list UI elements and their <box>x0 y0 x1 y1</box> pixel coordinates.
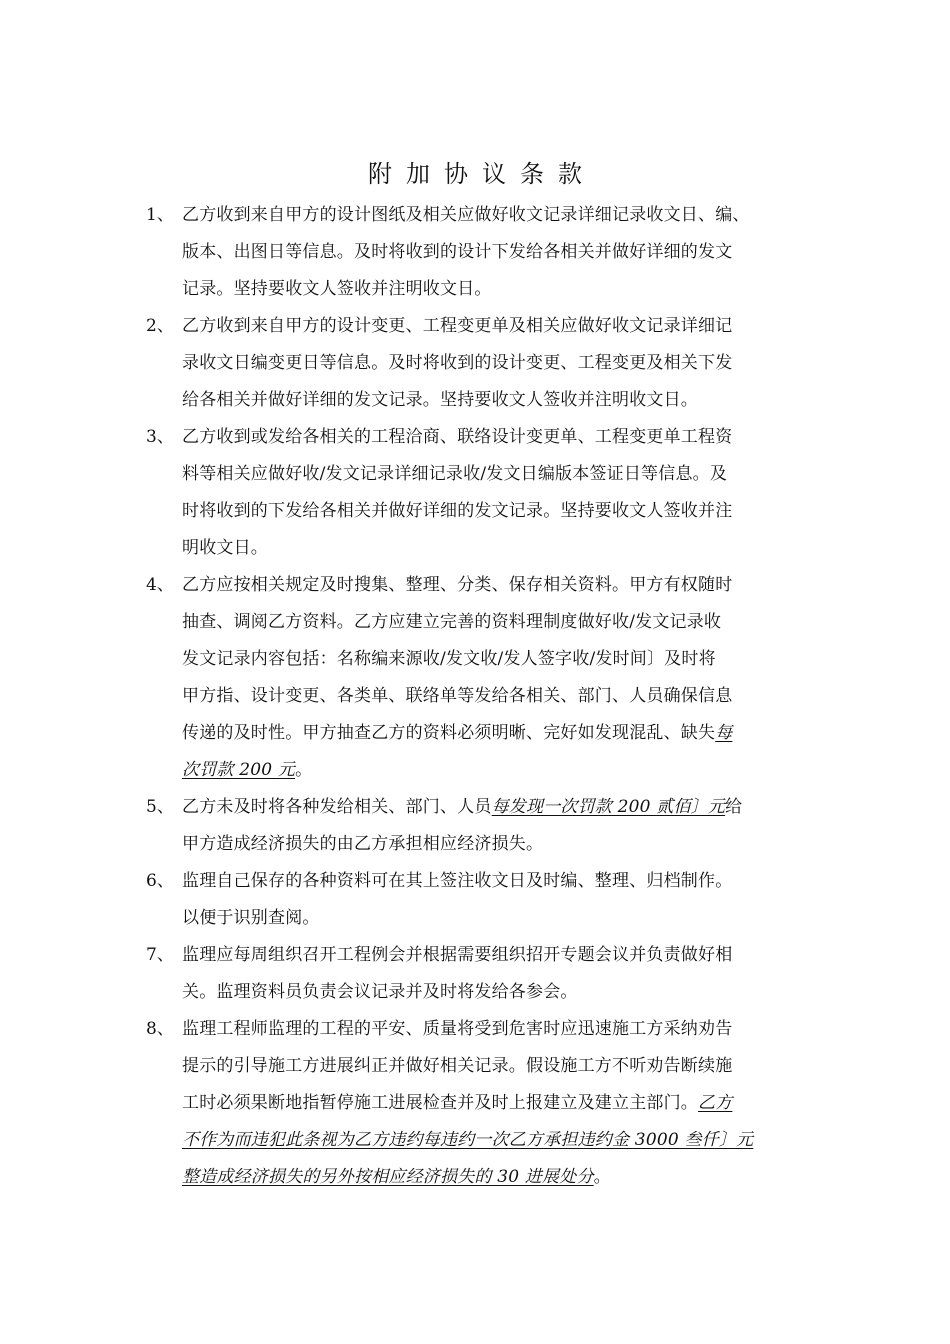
penalty-text: 次罚款 200 元 <box>182 760 296 780</box>
clause-text: 给各相关并做好详细的发文记录。坚持要收文人签收并注明收文日。 <box>182 390 698 410</box>
clause-text: 版本、出图日等信息。及时将收到的设计下发给各相关并做好详细的发文 <box>182 242 733 262</box>
clause-text: 抽查、调阅乙方资料。乙方应建立完善的资料理制度做好收/发文记录收 <box>182 612 722 632</box>
clause-text: 乙方未及时将各种发给相关、部门、人员 <box>182 797 492 817</box>
clause-number: 6、 <box>146 871 174 891</box>
clause-text: 录收文日编变更日等信息。及时将收到的设计变更、工程变更及相关下发 <box>182 353 733 373</box>
clause-text: 乙方收到或发给各相关的工程洽商、联络设计变更单、工程变更单工程资 <box>182 427 733 447</box>
clause-text-line <box>182 197 750 234</box>
clause-text-line <box>182 1085 732 1122</box>
clause-text: 料等相关应做好收/发文记录详细记录收/发文日编版本签证日等信息。及 <box>182 464 728 484</box>
clause-text-line <box>182 382 698 419</box>
clause-text-line <box>182 493 732 530</box>
clause-text-line <box>182 456 727 493</box>
penalty-text: 每发现一次罚款 200 贰佰〕元 <box>491 797 726 817</box>
clause-text: 甲方造成经济损失的由乙方承担相应经济损失。 <box>182 834 544 854</box>
clause-number: 3、 <box>146 427 174 447</box>
clause-text-line <box>182 937 732 974</box>
clause-text-line <box>182 308 732 345</box>
clause-text-line <box>182 900 320 937</box>
clause-text-line <box>182 789 742 826</box>
document-title: 附加协议条款 <box>368 160 596 188</box>
clause-text: 传递的及时性。甲方抽查乙方的资料必须明晰、完好如发现混乱、缺失 <box>182 723 716 743</box>
clause-text: 记录。坚持要收文人签收并注明收文日。 <box>182 279 492 299</box>
clause-text: 监理工程师监理的工程的平安、质量将受到危害时应迅速施工方采纳劝告 <box>182 1019 733 1039</box>
penalty-text: 乙方 <box>698 1093 733 1113</box>
clause-text: 工时必须果断地指暂停施工进展检查并及时上报建立及建立主部门。 <box>182 1093 698 1113</box>
clause-text-line <box>182 826 543 863</box>
clause-text-line <box>182 715 732 752</box>
penalty-text: 整造成经济损失的另外按相应经济损失的 30 进展处分 <box>182 1167 594 1187</box>
clause-number: 2、 <box>146 316 174 336</box>
clause-text: 以便于识别查阅。 <box>182 908 320 928</box>
clause-text: 时将收到的下发给各相关并做好详细的发文记录。坚持要收文人签收并注 <box>182 501 733 521</box>
clause-text-line <box>182 1048 732 1085</box>
clause-number: 4、 <box>146 575 174 595</box>
clause-text: 关。监理资料员负责会议记录并及时将发给各参会。 <box>182 982 578 1002</box>
clause-text: 。 <box>593 1167 611 1187</box>
clause-text: 提示的引导施工方进展纠正并做好相关记录。假设施工方不听劝告断续施 <box>182 1056 733 1076</box>
clause-number: 1、 <box>146 205 174 225</box>
clause-text-line <box>182 641 716 678</box>
clause-text: 监理应每周组织召开工程例会并根据需要组织招开专题会议并负责做好相 <box>182 945 733 965</box>
clause-number: 5、 <box>146 797 174 817</box>
clause-text-line <box>182 271 492 308</box>
clause-text-line <box>182 419 732 456</box>
clause-text: 监理自己保存的各种资料可在其上签注收文日及时编、整理、归档制作。 <box>182 871 733 891</box>
clause-text: 。 <box>295 760 313 780</box>
clause-text-line <box>182 567 732 604</box>
clause-text: 明收文日。 <box>182 538 268 558</box>
clause-text: 给 <box>725 797 743 817</box>
clause-text: 乙方收到来自甲方的设计图纸及相关应做好收文记录详细记录收文日、编、 <box>182 205 750 225</box>
clause-text-line <box>182 752 312 789</box>
clause-text: 乙方收到来自甲方的设计变更、工程变更单及相关应做好收文记录详细记 <box>182 316 733 336</box>
clause-text-line <box>182 604 721 641</box>
penalty-text: 每 <box>715 723 733 743</box>
clause-text-line <box>182 678 732 715</box>
penalty-text: 不作为而违犯此条视为乙方违约每违约一次乙方承担违约金 3000 叁仟〕元 <box>182 1130 754 1150</box>
clause-text: 甲方指、设计变更、各类单、联络单等发给各相关、部门、人员确保信息 <box>182 686 733 706</box>
clause-text-line <box>182 1011 732 1048</box>
clause-text-line <box>182 234 732 271</box>
clause-text: 发文记录内容包括：名称编来源收/发文收/发人签字收/发时间〕及时将 <box>182 649 716 669</box>
clause-text-line <box>182 1159 611 1196</box>
clause-number: 7、 <box>146 945 174 965</box>
clause-text-line <box>182 530 268 567</box>
clause-text-line <box>182 345 732 382</box>
clause-text-line <box>182 863 732 900</box>
clause-text: 乙方应按相关规定及时搜集、整理、分类、保存相关资料。甲方有权随时 <box>182 575 733 595</box>
clause-text-line <box>182 974 578 1011</box>
clause-text-line <box>182 1122 753 1159</box>
clause-number: 8、 <box>146 1019 174 1039</box>
